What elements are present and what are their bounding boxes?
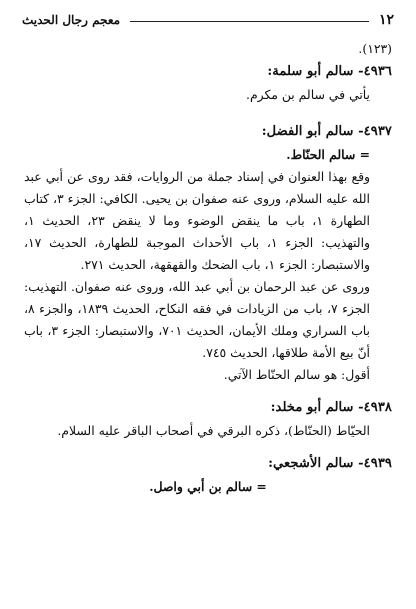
- entry-heading: ٤٩٣٩- سالم الأشجعي:: [268, 456, 392, 471]
- entry-text: يأتي في سالم بن مكرم.: [246, 87, 370, 102]
- entry-paragraph: وقع بهذا العنوان في إسناد جملة من الروايات، فقد روى عن أبي عبد الله عليه السلام، وروى عنه صفوان بن يحيى. الكافي: الجزء ٣، كتاب الطهارة ١، باب ما ينقض الوضوء وما لا ينقض ٢٣، الحديث ١، والتهذيب: الجزء ١، باب الأحداث الموجبة للطهارة، الحديث ١٧، والاستبصار: الجزء ١، باب الضحك والقهقهة، الحديث ٢٧١.: [24, 169, 370, 272]
- entry-alias: = سالم الحنّاط.: [286, 147, 370, 162]
- entry-paragraph: وروى عن عبد الرحمان بن أبي عبد الله، وروى عنه صفوان. التهذيب: الجزء ٧، باب من الزيادات في فقه النكاح، الحديث ١٨٣٩، والجزء ٨، باب السراري وملك الأيمان، الحديث ٧٠١، والاستبصار: الجزء ٣، باب أنّ بيع الأمة طلاقها، الحديث ٧٤٥.: [24, 279, 370, 360]
- entry-note: أقول: هو سالم الحنّاط الآتي.: [223, 367, 370, 382]
- entry-4937: [24, 120, 392, 386]
- entry-heading: ٤٩٣٨- سالم أبو مخلد:: [270, 400, 392, 415]
- header-rule: [130, 21, 369, 22]
- entry-4939: [24, 452, 392, 498]
- entry-4936: [24, 60, 392, 106]
- page-number: ١٢: [378, 12, 394, 28]
- continuation-text: (١٢٣).: [358, 41, 392, 56]
- entry-alias: = سالم بن أبي واصل.: [149, 479, 267, 494]
- page-header: [22, 9, 394, 31]
- book-title: معجم رجال الحديث: [22, 13, 121, 27]
- page-body: [24, 38, 392, 506]
- entry-heading: ٤٩٣٦- سالم أبو سلمة:: [267, 64, 392, 79]
- entry-heading: ٤٩٣٧- سالم أبو الفضل:: [261, 124, 392, 139]
- entry-4938: [24, 396, 392, 442]
- entry-text: الحيّاط (الحنّاط)، ذكره البرقي في أصحاب الباقر عليه السلام.: [57, 423, 370, 438]
